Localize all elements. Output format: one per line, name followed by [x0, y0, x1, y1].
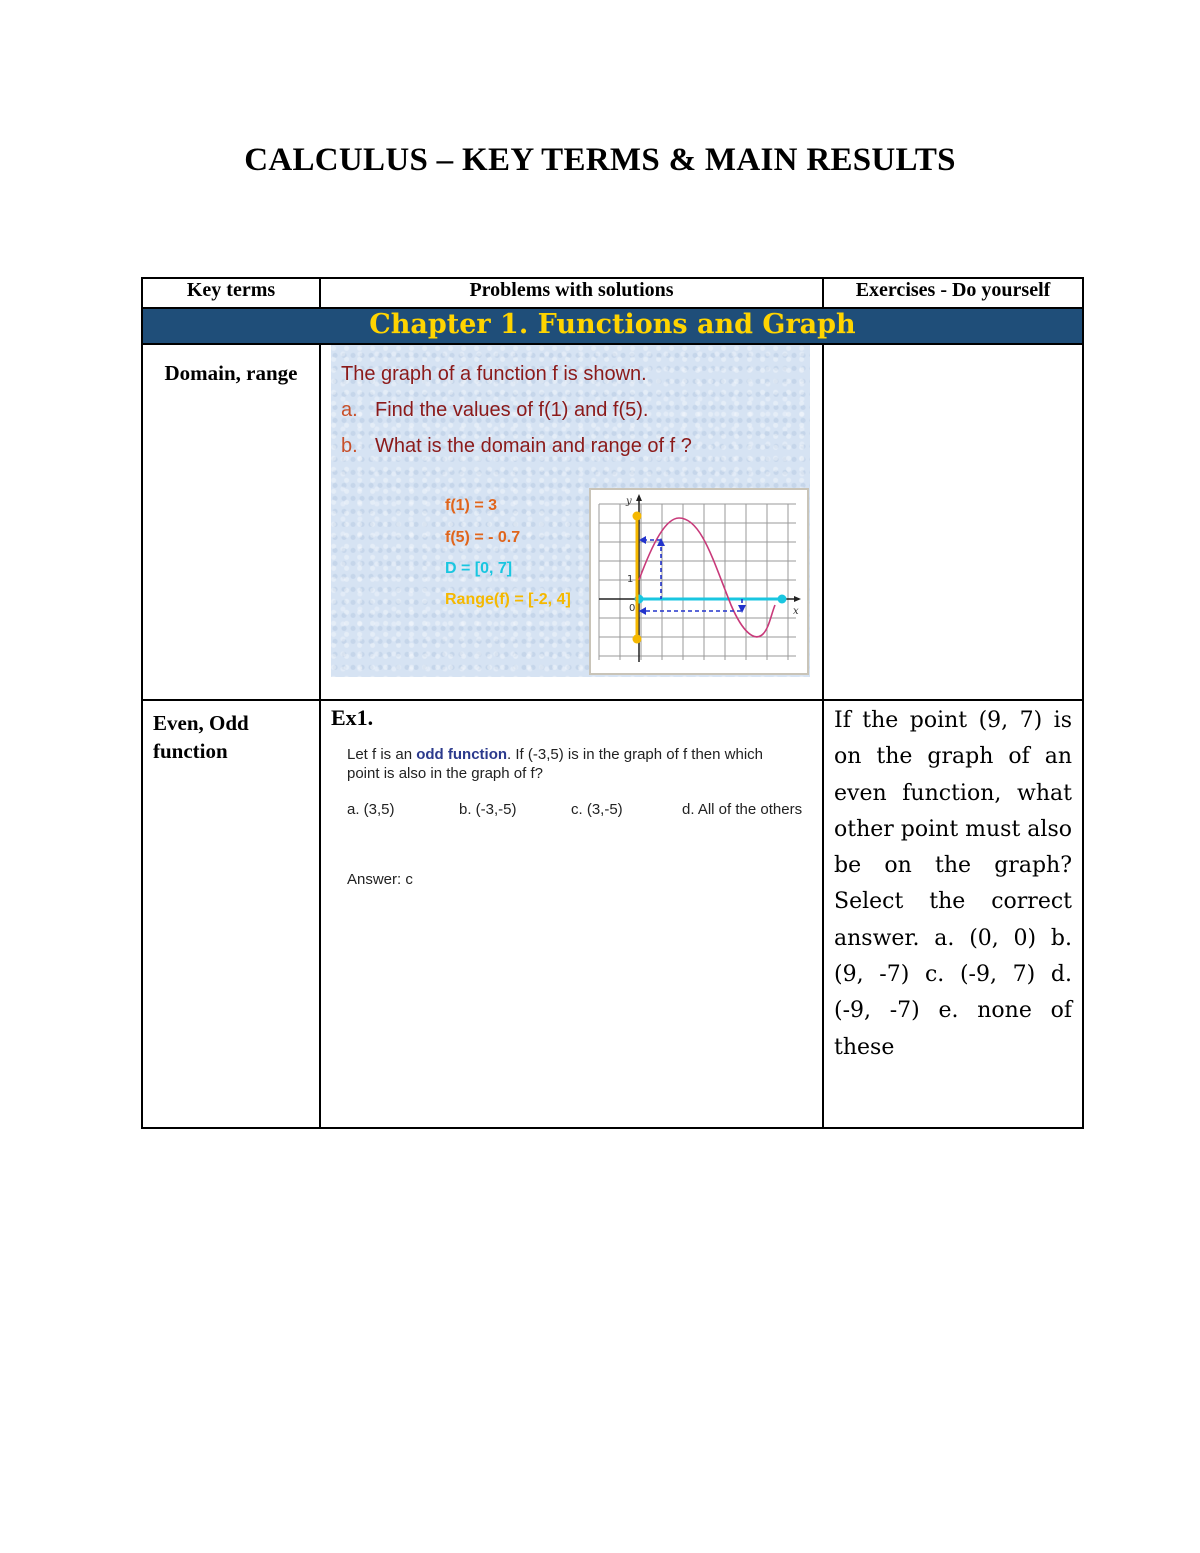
document-title: CALCULUS – KEY TERMS & MAIN RESULTS: [244, 142, 956, 178]
answer-domain: D = [0, 7]: [445, 560, 513, 577]
answer-range: Range(f) = [-2, 4]: [445, 591, 571, 608]
header-exercises: Exercises - Do yourself: [823, 278, 1083, 308]
exercise-cell: [823, 344, 1083, 700]
f5-left-arrowhead: [639, 607, 646, 615]
example-question: Let f is an odd function. If (-3,5) is in the graph of f then which point is also in the graph of f?: [347, 746, 763, 782]
x-axis-arrow: [794, 596, 801, 602]
problem-part-a: a. Find the values of f(1) and f(5).: [341, 399, 649, 421]
option-a: a. (3,5): [347, 801, 395, 818]
header-key-terms: Key terms: [142, 278, 320, 308]
problem-part-b: b. What is the domain and range of f ?: [341, 435, 692, 457]
chapter-row: [142, 308, 1083, 344]
problem-statement: The graph of a function f is shown.: [341, 363, 647, 385]
y-axis-arrow: [636, 494, 642, 501]
function-curve: [639, 518, 775, 637]
tick-one-label: 1: [627, 574, 634, 585]
key-term: Domain, range: [142, 344, 320, 700]
odd-function-highlight: odd function: [416, 746, 508, 763]
range-bottom-point: [633, 635, 642, 644]
option-b: b. (-3,-5): [459, 801, 517, 818]
table-row: [142, 700, 1083, 1128]
problem-image-panel: [331, 345, 810, 677]
header-problems: Problems with solutions: [320, 278, 823, 308]
domain-end-point: [778, 595, 787, 604]
problem-cell: [320, 700, 823, 1128]
origin-label: 0: [629, 603, 636, 614]
f1-arrowhead: [639, 536, 646, 544]
option-d: d. All of the others: [682, 801, 803, 818]
example-answer: Answer: c: [347, 871, 413, 888]
x-axis-label: x: [793, 606, 799, 617]
key-term: Even, Odd function: [142, 700, 320, 1128]
answer-f5: f(5) = - 0.7: [445, 529, 521, 546]
y-axis-label: y: [626, 496, 632, 507]
exercise-text: If the point (9, 7) is on the graph of an even function, what other point must also be on the graph? Select the correct answer. a. (0, 0) b. (9, -7) c. (-9, 7) d. (-9, -7) e. none of these: [823, 700, 1083, 1128]
function-graph-svg: [591, 490, 803, 669]
key-terms-table: [141, 277, 1084, 1129]
answer-f1: f(1) = 3: [445, 497, 498, 514]
function-graph: [589, 488, 809, 675]
range-top-point: [633, 512, 642, 521]
table-row: [142, 344, 1083, 700]
table-header-row: [142, 278, 1083, 308]
example-title: Ex1.: [331, 705, 374, 730]
problem-cell: [320, 344, 823, 700]
option-c: c. (3,-5): [571, 801, 623, 818]
chapter-title: Chapter 1. Functions and Graph: [142, 308, 1083, 344]
